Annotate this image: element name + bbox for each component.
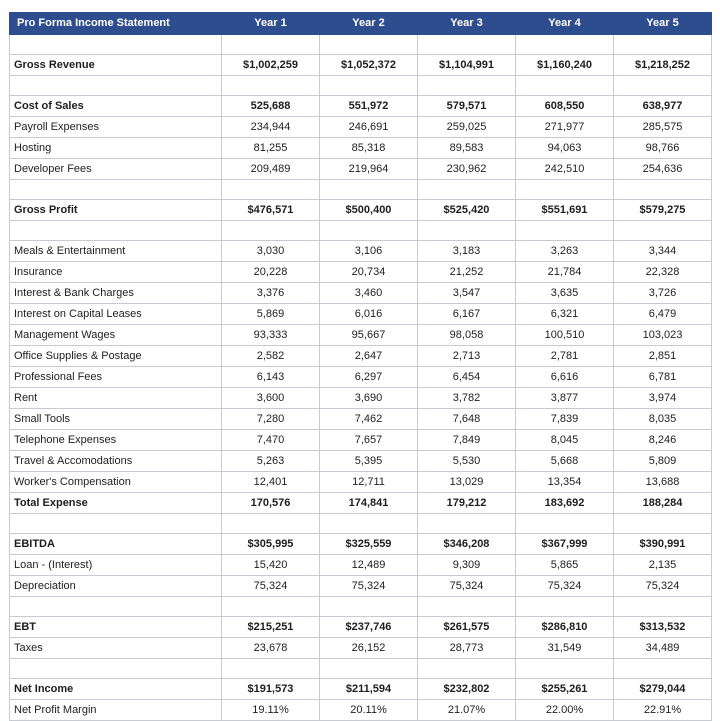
row-label: Meals & Entertainment [10, 241, 222, 262]
cell-value: 188,284 [614, 493, 712, 514]
spacer-cell [614, 221, 712, 241]
cell-value: 271,977 [516, 117, 614, 138]
table-row [10, 617, 712, 638]
cell-value: 183,692 [516, 493, 614, 514]
row-label: Gross Profit [10, 200, 222, 221]
cell-value: 234,944 [222, 117, 320, 138]
cell-value: 6,143 [222, 367, 320, 388]
spacer-cell [516, 597, 614, 617]
row-label: Professional Fees [10, 367, 222, 388]
row-label: Depreciation [10, 576, 222, 597]
cell-value: 75,324 [418, 576, 516, 597]
spacer-cell [222, 514, 320, 534]
cell-value: 3,106 [320, 241, 418, 262]
row-label: Payroll Expenses [10, 117, 222, 138]
cell-value: 242,510 [516, 159, 614, 180]
row-label: Interest & Bank Charges [10, 283, 222, 304]
column-header: Year 4 [516, 13, 614, 35]
row-label: Travel & Accomodations [10, 451, 222, 472]
cell-value: 5,395 [320, 451, 418, 472]
cell-value: 31,549 [516, 638, 614, 659]
spacer-cell [320, 35, 418, 55]
spacer-cell [516, 659, 614, 679]
spacer-cell [614, 35, 712, 55]
spacer-cell [614, 659, 712, 679]
spacer-cell [10, 35, 222, 55]
spacer-row [10, 76, 712, 96]
cell-value: 12,711 [320, 472, 418, 493]
cell-value: 3,600 [222, 388, 320, 409]
cell-value: 7,280 [222, 409, 320, 430]
cell-value: $1,002,259 [222, 55, 320, 76]
cell-value: 22,328 [614, 262, 712, 283]
spacer-cell [320, 221, 418, 241]
row-label: Taxes [10, 638, 222, 659]
table-row [10, 430, 712, 451]
spacer-cell [222, 35, 320, 55]
cell-value: 3,877 [516, 388, 614, 409]
cell-value: 20,228 [222, 262, 320, 283]
spacer-cell [10, 76, 222, 96]
table-row [10, 638, 712, 659]
table-row [10, 346, 712, 367]
row-label: Net Income [10, 679, 222, 700]
spacer-cell [516, 180, 614, 200]
table-row [10, 262, 712, 283]
cell-value: 7,839 [516, 409, 614, 430]
spacer-cell [418, 659, 516, 679]
cell-value: $255,261 [516, 679, 614, 700]
table-row [10, 555, 712, 576]
cell-value: 103,023 [614, 325, 712, 346]
cell-value: 23,678 [222, 638, 320, 659]
spacer-cell [320, 180, 418, 200]
cell-value: 246,691 [320, 117, 418, 138]
cell-value: 7,657 [320, 430, 418, 451]
cell-value: 9,309 [418, 555, 516, 576]
cell-value: 7,470 [222, 430, 320, 451]
cell-value: $367,999 [516, 534, 614, 555]
cell-value: 21,252 [418, 262, 516, 283]
spacer-row [10, 597, 712, 617]
cell-value: $1,218,252 [614, 55, 712, 76]
spacer-cell [516, 221, 614, 241]
table-header-row [10, 13, 712, 35]
cell-value: 6,167 [418, 304, 516, 325]
spacer-cell [614, 180, 712, 200]
cell-value: 2,713 [418, 346, 516, 367]
cell-value: 5,865 [516, 555, 614, 576]
cell-value: 579,571 [418, 96, 516, 117]
cell-value: 174,841 [320, 493, 418, 514]
cell-value: 94,063 [516, 138, 614, 159]
cell-value: $313,532 [614, 617, 712, 638]
table-row [10, 472, 712, 493]
cell-value: 6,297 [320, 367, 418, 388]
cell-value: 3,344 [614, 241, 712, 262]
spacer-row [10, 514, 712, 534]
cell-value: 259,025 [418, 117, 516, 138]
cell-value: 6,616 [516, 367, 614, 388]
table-row [10, 576, 712, 597]
cell-value: $1,104,991 [418, 55, 516, 76]
cell-value: $579,275 [614, 200, 712, 221]
spacer-row [10, 35, 712, 55]
spacer-cell [516, 76, 614, 96]
cell-value: $325,559 [320, 534, 418, 555]
cell-value: 3,974 [614, 388, 712, 409]
table-row [10, 304, 712, 325]
cell-value: $232,802 [418, 679, 516, 700]
cell-value: 3,547 [418, 283, 516, 304]
cell-value: 28,773 [418, 638, 516, 659]
cell-value: $525,420 [418, 200, 516, 221]
row-label: EBITDA [10, 534, 222, 555]
cell-value: 7,462 [320, 409, 418, 430]
income-statement-table [9, 12, 712, 721]
cell-value: $215,251 [222, 617, 320, 638]
spacer-cell [320, 514, 418, 534]
table-row [10, 96, 712, 117]
column-header: Year 3 [418, 13, 516, 35]
spacer-row [10, 221, 712, 241]
table-title: Pro Forma Income Statement [10, 13, 222, 35]
cell-value: 22.00% [516, 700, 614, 721]
cell-value: 638,977 [614, 96, 712, 117]
spacer-cell [614, 514, 712, 534]
cell-value: 13,688 [614, 472, 712, 493]
cell-value: 7,648 [418, 409, 516, 430]
table-row [10, 451, 712, 472]
cell-value: 3,726 [614, 283, 712, 304]
cell-value: 13,029 [418, 472, 516, 493]
table-row [10, 325, 712, 346]
cell-value: 100,510 [516, 325, 614, 346]
row-label: Office Supplies & Postage [10, 346, 222, 367]
cell-value: 5,668 [516, 451, 614, 472]
cell-value: 98,766 [614, 138, 712, 159]
table-row [10, 283, 712, 304]
row-label: Total Expense [10, 493, 222, 514]
cell-value: 209,489 [222, 159, 320, 180]
cell-value: 8,035 [614, 409, 712, 430]
cell-value: 525,688 [222, 96, 320, 117]
cell-value: $1,052,372 [320, 55, 418, 76]
cell-value: 6,321 [516, 304, 614, 325]
column-header: Year 5 [614, 13, 712, 35]
cell-value: 8,045 [516, 430, 614, 451]
cell-value: 95,667 [320, 325, 418, 346]
cell-value: 85,318 [320, 138, 418, 159]
row-label: Worker's Compensation [10, 472, 222, 493]
cell-value: 5,869 [222, 304, 320, 325]
row-label: Hosting [10, 138, 222, 159]
cell-value: 2,582 [222, 346, 320, 367]
row-label: EBT [10, 617, 222, 638]
spacer-cell [614, 597, 712, 617]
cell-value: 608,550 [516, 96, 614, 117]
cell-value: 22.91% [614, 700, 712, 721]
cell-value: 5,263 [222, 451, 320, 472]
cell-value: 21.07% [418, 700, 516, 721]
row-label: Small Tools [10, 409, 222, 430]
cell-value: 26,152 [320, 638, 418, 659]
spacer-cell [418, 514, 516, 534]
income-statement-sheet [9, 12, 711, 721]
table-row [10, 679, 712, 700]
spacer-cell [10, 514, 222, 534]
cell-value: 21,784 [516, 262, 614, 283]
cell-value: 81,255 [222, 138, 320, 159]
spacer-cell [10, 221, 222, 241]
cell-value: 75,324 [614, 576, 712, 597]
spacer-cell [614, 76, 712, 96]
cell-value: 6,479 [614, 304, 712, 325]
table-row [10, 117, 712, 138]
row-label: Net Profit Margin [10, 700, 222, 721]
cell-value: 3,782 [418, 388, 516, 409]
spacer-cell [222, 180, 320, 200]
cell-value: 15,420 [222, 555, 320, 576]
table-row [10, 200, 712, 221]
cell-value: 170,576 [222, 493, 320, 514]
cell-value: $551,691 [516, 200, 614, 221]
spacer-cell [10, 659, 222, 679]
cell-value: 89,583 [418, 138, 516, 159]
cell-value: 3,460 [320, 283, 418, 304]
row-label: Developer Fees [10, 159, 222, 180]
table-row [10, 409, 712, 430]
cell-value: 34,489 [614, 638, 712, 659]
cell-value: 2,135 [614, 555, 712, 576]
spacer-cell [516, 514, 614, 534]
table-row [10, 55, 712, 76]
cell-value: 230,962 [418, 159, 516, 180]
cell-value: $286,810 [516, 617, 614, 638]
table-row [10, 493, 712, 514]
cell-value: 8,246 [614, 430, 712, 451]
cell-value: 3,635 [516, 283, 614, 304]
table-row [10, 388, 712, 409]
row-label: Interest on Capital Leases [10, 304, 222, 325]
cell-value: 20,734 [320, 262, 418, 283]
row-label: Rent [10, 388, 222, 409]
table-row [10, 700, 712, 721]
cell-value: $237,746 [320, 617, 418, 638]
cell-value: 75,324 [516, 576, 614, 597]
cell-value: $346,208 [418, 534, 516, 555]
cell-value: 19.11% [222, 700, 320, 721]
cell-value: $279,044 [614, 679, 712, 700]
row-label: Telephone Expenses [10, 430, 222, 451]
cell-value: 6,016 [320, 304, 418, 325]
cell-value: 2,647 [320, 346, 418, 367]
spacer-cell [320, 597, 418, 617]
cell-value: 75,324 [320, 576, 418, 597]
cell-value: 7,849 [418, 430, 516, 451]
spacer-cell [418, 221, 516, 241]
cell-value: 93,333 [222, 325, 320, 346]
cell-value: 179,212 [418, 493, 516, 514]
spacer-cell [222, 597, 320, 617]
cell-value: 254,636 [614, 159, 712, 180]
cell-value: 219,964 [320, 159, 418, 180]
cell-value: 3,030 [222, 241, 320, 262]
spacer-cell [418, 180, 516, 200]
column-header: Year 1 [222, 13, 320, 35]
cell-value: 3,690 [320, 388, 418, 409]
row-label: Cost of Sales [10, 96, 222, 117]
cell-value: $211,594 [320, 679, 418, 700]
cell-value: $390,991 [614, 534, 712, 555]
cell-value: 5,809 [614, 451, 712, 472]
cell-value: 12,401 [222, 472, 320, 493]
spacer-cell [320, 76, 418, 96]
cell-value: 3,183 [418, 241, 516, 262]
cell-value: $305,995 [222, 534, 320, 555]
spacer-cell [418, 35, 516, 55]
spacer-cell [10, 597, 222, 617]
cell-value: 5,530 [418, 451, 516, 472]
spacer-cell [222, 659, 320, 679]
cell-value: 2,851 [614, 346, 712, 367]
table-row [10, 367, 712, 388]
cell-value: 20.11% [320, 700, 418, 721]
cell-value: 6,781 [614, 367, 712, 388]
cell-value: 75,324 [222, 576, 320, 597]
cell-value: 285,575 [614, 117, 712, 138]
cell-value: 2,781 [516, 346, 614, 367]
cell-value: $261,575 [418, 617, 516, 638]
table-row [10, 534, 712, 555]
spacer-cell [10, 180, 222, 200]
column-header: Year 2 [320, 13, 418, 35]
cell-value: 3,263 [516, 241, 614, 262]
row-label: Management Wages [10, 325, 222, 346]
spacer-cell [320, 659, 418, 679]
row-label: Loan - (Interest) [10, 555, 222, 576]
table-row [10, 138, 712, 159]
spacer-cell [516, 35, 614, 55]
cell-value: 12,489 [320, 555, 418, 576]
spacer-cell [222, 221, 320, 241]
row-label: Insurance [10, 262, 222, 283]
cell-value: $476,571 [222, 200, 320, 221]
spacer-cell [222, 76, 320, 96]
spacer-cell [418, 597, 516, 617]
row-label: Gross Revenue [10, 55, 222, 76]
cell-value: $191,573 [222, 679, 320, 700]
spacer-cell [418, 76, 516, 96]
cell-value: $500,400 [320, 200, 418, 221]
table-row [10, 159, 712, 180]
spacer-row [10, 659, 712, 679]
cell-value: $1,160,240 [516, 55, 614, 76]
cell-value: 98,058 [418, 325, 516, 346]
cell-value: 3,376 [222, 283, 320, 304]
cell-value: 551,972 [320, 96, 418, 117]
spacer-row [10, 180, 712, 200]
table-row [10, 241, 712, 262]
cell-value: 13,354 [516, 472, 614, 493]
cell-value: 6,454 [418, 367, 516, 388]
